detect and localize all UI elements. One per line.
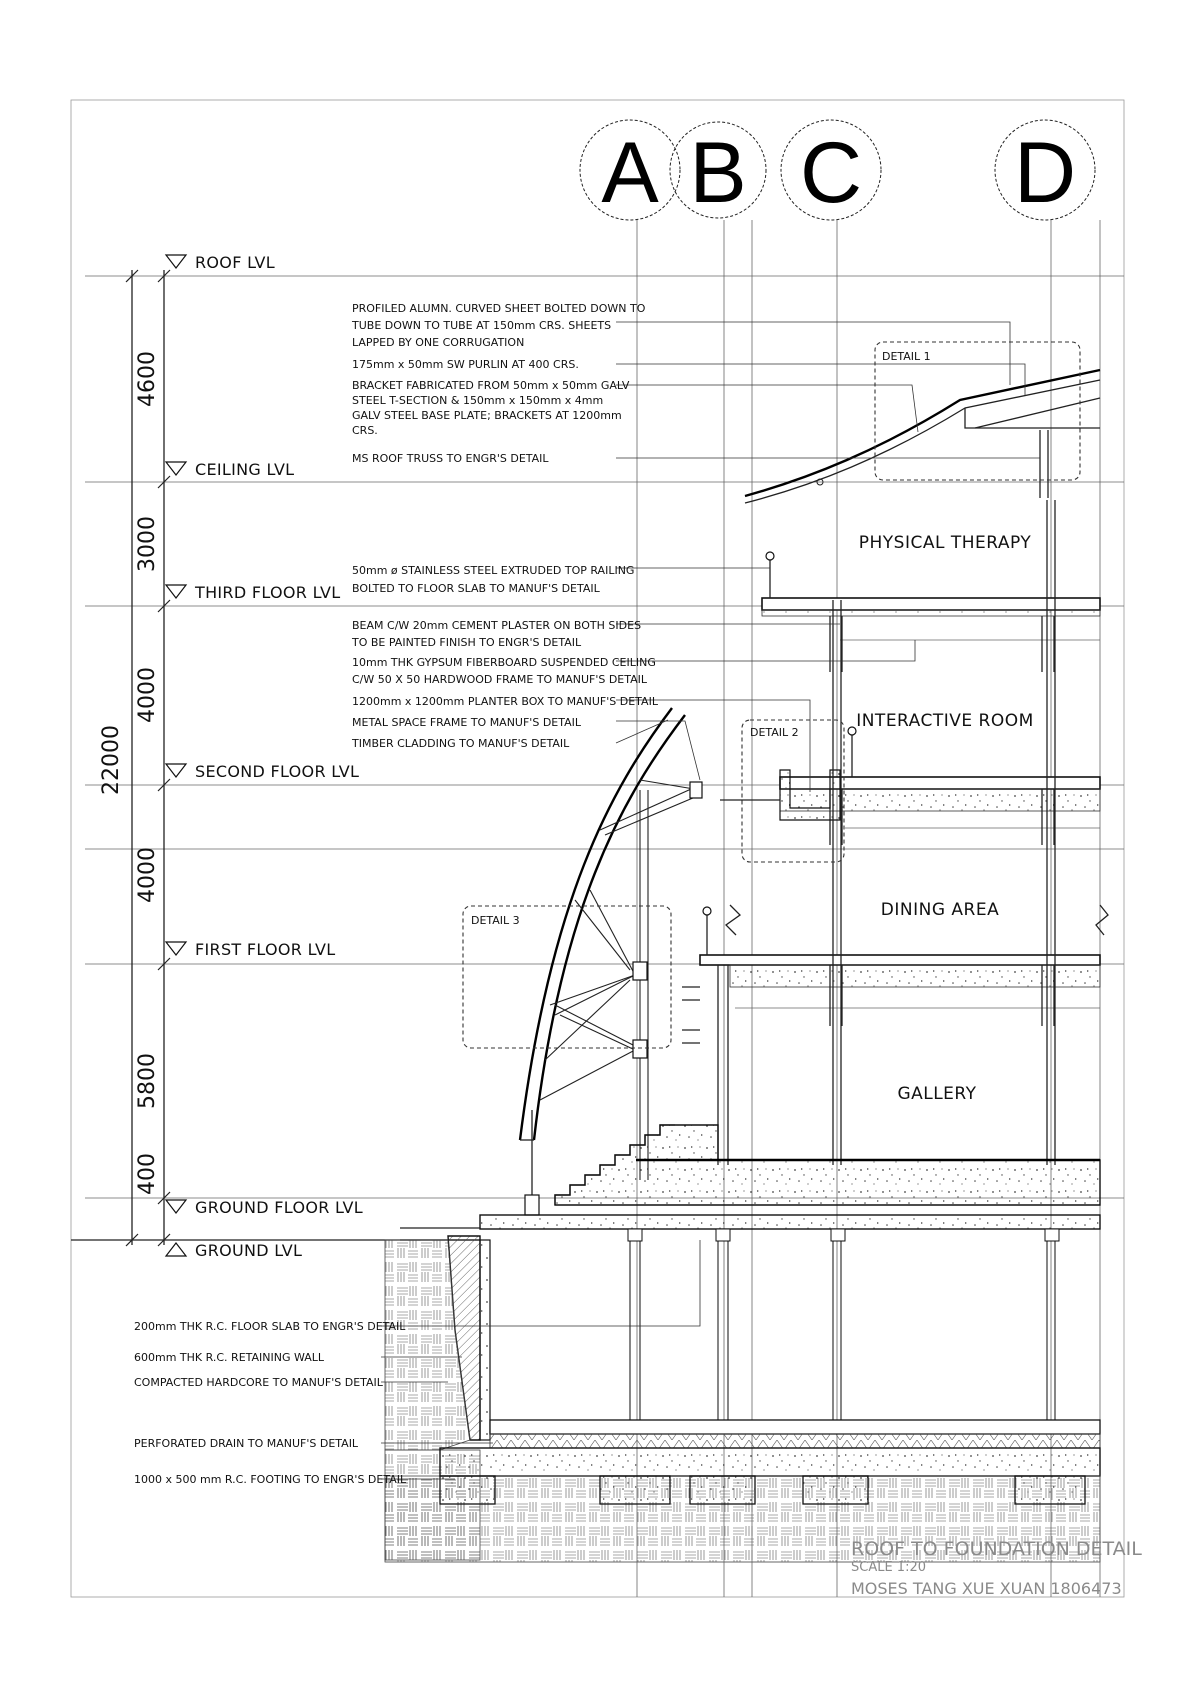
dim-4000-upper: 4000 xyxy=(135,667,160,723)
note-footing: 1000 x 500 mm R.C. FOOTING TO ENGR'S DETAIL xyxy=(134,1473,407,1486)
note-truss: MS ROOF TRUSS TO ENGR'S DETAIL xyxy=(352,452,549,465)
level-markers xyxy=(166,253,363,1260)
note-drain: PERFORATED DRAIN TO MANUF'S DETAIL xyxy=(134,1437,359,1450)
note-slab: 200mm THK R.C. FLOOR SLAB TO ENGR'S DETAIL xyxy=(134,1320,406,1333)
note-roof-sheet-line3: LAPPED BY ONE CORRUGATION xyxy=(352,336,525,349)
note-timber: TIMBER CLADDING TO MANUF'S DETAIL xyxy=(352,737,570,750)
note-retaining-wall: 600mm THK R.C. RETAINING WALL xyxy=(134,1351,325,1364)
detail-1-label: DETAIL 1 xyxy=(882,350,931,363)
note-hardcore: COMPACTED HARDCORE TO MANUF'S DETAIL xyxy=(134,1376,383,1389)
note-railing-line1: 50mm ø STAINLESS STEEL EXTRUDED TOP RAILING xyxy=(352,564,635,577)
dim-4000-lower: 4000 xyxy=(135,847,160,903)
detail-3-label: DETAIL 3 xyxy=(471,914,520,927)
note-roof-sheet-line1: PROFILED ALUMN. CURVED SHEET BOLTED DOWN TO xyxy=(352,302,646,315)
note-bracket-line2: STEEL T-SECTION & 150mm x 150mm x 4mm xyxy=(352,394,604,407)
level-third-floor: THIRD FLOOR LVL xyxy=(195,583,341,602)
room-dining: DINING AREA xyxy=(880,900,1000,920)
level-second-floor: SECOND FLOOR LVL xyxy=(195,762,360,781)
room-physical-therapy: PHYSICAL THERAPY xyxy=(858,533,1032,553)
note-ceiling-line1: 10mm THK GYPSUM FIBERBOARD SUSPENDED CEILING xyxy=(352,656,656,669)
level-roof: ROOF LVL xyxy=(195,253,276,272)
note-purlin: 175mm x 50mm SW PURLIN AT 400 CRS. xyxy=(352,358,579,371)
note-beam-line2: TO BE PAINTED FINISH TO ENGR'S DETAIL xyxy=(352,636,582,649)
grid-lines xyxy=(637,220,1100,1597)
note-beam-line1: BEAM C/W 20mm CEMENT PLASTER ON BOTH SIDES xyxy=(352,619,642,632)
grid-label-d: D xyxy=(1013,125,1077,221)
dim-400: 400 xyxy=(135,1153,160,1195)
dim-3000: 3000 xyxy=(135,516,160,572)
dimension-chain xyxy=(99,270,170,1246)
grid-bubbles xyxy=(580,120,1095,221)
note-bracket-line1: BRACKET FABRICATED FROM 50mm x 50mm GALV xyxy=(352,379,630,392)
grid-label-a: A xyxy=(601,125,659,221)
grid-label-b: B xyxy=(689,125,747,221)
drawing-author: MOSES TANG XUE XUAN 1806473 xyxy=(851,1579,1122,1598)
dim-5800: 5800 xyxy=(135,1053,160,1109)
drawing-title: ROOF TO FOUNDATION DETAIL xyxy=(851,1538,1142,1560)
note-ceiling-line2: C/W 50 X 50 HARDWOOD FRAME TO MANUF'S DETAIL xyxy=(352,673,648,686)
dim-total: 22000 xyxy=(99,725,124,795)
dim-4600: 4600 xyxy=(135,351,160,407)
drawing-scale: SCALE 1:20 xyxy=(851,1560,927,1575)
note-planter: 1200mm x 1200mm PLANTER BOX TO MANUF'S DETAIL xyxy=(352,695,658,708)
room-gallery: GALLERY xyxy=(897,1084,977,1104)
level-ground: GROUND LVL xyxy=(195,1241,303,1260)
level-ground-floor: GROUND FLOOR LVL xyxy=(195,1198,363,1217)
level-first-floor: FIRST FLOOR LVL xyxy=(195,940,336,959)
room-labels xyxy=(856,533,1034,1104)
title-block xyxy=(851,1538,1142,1598)
note-bracket-line3: GALV STEEL BASE PLATE; BRACKETS AT 1200mm xyxy=(352,409,622,422)
note-roof-sheet-line2: TUBE DOWN TO TUBE AT 150mm CRS. SHEETS xyxy=(352,319,612,332)
detail-2-label: DETAIL 2 xyxy=(750,726,799,739)
room-interactive: INTERACTIVE ROOM xyxy=(856,711,1034,731)
grid-label-c: C xyxy=(799,125,863,221)
note-space-frame: METAL SPACE FRAME TO MANUF'S DETAIL xyxy=(352,716,581,729)
note-railing-line2: BOLTED TO FLOOR SLAB TO MANUF'S DETAIL xyxy=(352,582,600,595)
note-bracket-line4: CRS. xyxy=(352,424,378,437)
level-ceiling: CEILING LVL xyxy=(195,460,295,479)
